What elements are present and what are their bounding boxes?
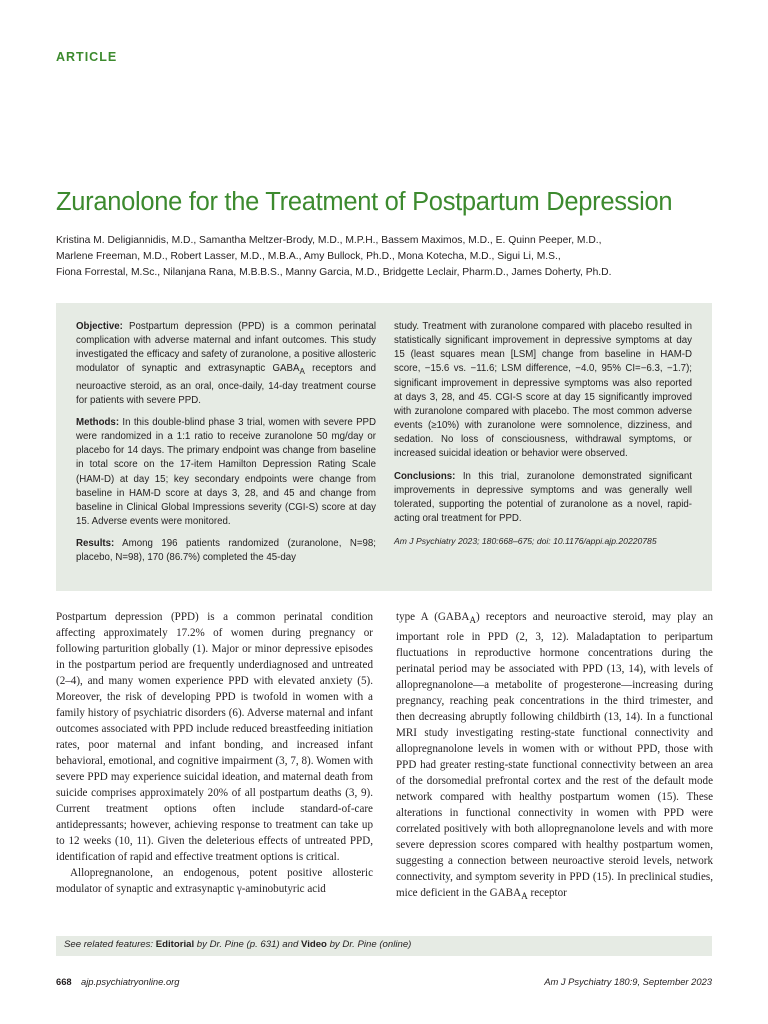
body-paragraph: type A $(GABA_A)$ receptors and neuroactive steroid, may play an important role in PPD (2, 3, 12). Maladaptation to peripartum fluctuations in reproductive hormone concentrations during the perinatal period may be associated with PPD (13, 14), with levels of allopregnanolone—a metabolite of progesterone—increasing during pregnancy, reaching peak concentrations in the third trimester, and then decreasing abruptly following childbirth (13, 14). In a functional MRI study investigating resting-state functional connectivity and allopregnanolone levels in women with or without PPD, those with PPD had greater resting-state functional connectivity between an area of the dorsomedial prefrontal cortex and the rest of the default mode network compared with healthy postpartum women (15). These alterations in functional connectivity in women with PPD were correlated positively with both allopregnanolone levels and with more severe depression scores compared with healthy postpartum women, suggesting a connection between neuroactive steroid levels, network connectivity, and symptom severity in PPD (15). In preclinical studies, mice deficient in the $GABA_A$ receptor [396, 611, 713, 903]
body-paragraph: Allopregnanolone, an endogenous, potent positive allosteric modulator of synaptic and extrasynaptic γ-aminobutyric acid [56, 867, 373, 895]
journal-reference: Am J Psychiatry 180:9, September 2023 [544, 976, 712, 987]
abstract-objective: Objective: Postpartum depression (PPD) is a common perinatal complication with adverse maternal and infant outcomes. This study investigated the efficacy and safety of zuranolone, a positive allosteric modulator of synaptic and extrasynaptic $GABA_A$ receptors and neuroactive steroid, as an oral, once-daily, 14-day treatment course for patients with severe PPD. [76, 321, 377, 406]
results-heading: Results: [76, 538, 115, 550]
section-label: ARTICLE [56, 50, 118, 64]
related-features-text: See related features: Editorial by Dr. Pine (p. 631) and Video by Dr. Pine (online) [64, 939, 412, 950]
abstract-conclusions: Conclusions: In this trial, zuranolone demonstrated significant improvements in depressive symptoms and was generally well tolerated, supporting the potential of zuranolone as a novel, rapid-acting oral treatment for PPD. [394, 470, 692, 525]
body-right-column [396, 609, 713, 905]
page-number: 668 [56, 976, 72, 987]
author-list [56, 233, 728, 280]
abstract-left-column [76, 320, 376, 573]
journal-url[interactable]: ajp.psychiatryonline.org [81, 976, 180, 987]
abstract-results: Results: Among 196 patients randomized (zuranolone, N=98; placebo, N=98), 170 (86.7%) completed the 45-day [76, 538, 376, 564]
body-paragraph: Postpartum depression (PPD) is a common perinatal condition affecting approximately 17.2% of women during pregnancy or following parturition globally (1). Major or minor depressive episodes in the postpartum period are frequently underdiagnosed and untreated (2–4), and many women experience PPD with elevated anxiety (5). Moreover, the risk of developing PPD is twofold in women with a family history of psychiatric disorders (6). Adverse maternal and infant outcomes associated with PPD include reduced breastfeeding initiation rates, poor maternal and infant bonding, and increased infant behavioral, emotional, and cognitive impairment (3, 7, 8). Women with severe PPD may experience suicidal ideation, and maternal death from suicide comprises approximately 20% of all postpartum deaths (3, 9). Current treatment options often include standard-of-care antidepressants; however, achieving response to treatment can take up to 12 weeks (10, 11). Given the deleterious effects of untreated PPD, identification of rapid and effective treatment options is critical. [56, 611, 373, 863]
author-line: Marlene Freeman, M.D., Robert Lasser, M.D., M.B.A., Amy Bullock, Ph.D., Mona Kotecha, M.D., Sigui Li, M.S., [56, 250, 561, 262]
abstract-right-column [394, 320, 692, 556]
abstract-box [56, 303, 712, 591]
abstract-methods: Methods: In this double-blind phase 3 trial, women with severe PPD were randomized in a 1:1 ratio to receive zuranolone 50 mg/day or placebo for 14 days. The primary endpoint was change from baseline in total score on the 17-item Hamilton Depression Rating Scale (HAM-D) at day 15; key secondary endpoints were change from baseline in HAM-D score at days 3, 28, and 45 and change from baseline in Clinical Global Impressions severity (CGI-S) score at day 15. Adverse events were monitored. [76, 416, 376, 527]
abstract-results-continued: study. Treatment with zuranolone compared with placebo resulted in statistically significant improvement in depressive symptoms at day 15 (least squares mean [LSM] change from baseline in HAM-D score, −15.6 vs. −11.6; LSM difference, −4.0, 95% CI=−6.3, −1.7); significant improvement in depressive symptoms was also reported at days 3, 28, and 45. CGI-S score at day 15 significantly improved with zuranolone compared with placebo. The most common adverse events (≥10%) with zuranolone were somnolence, dizziness, and sedation. No loss of consciousness, withdrawal symptoms, or increased suicidal ideation or behavior were observed. [394, 321, 692, 460]
citation: Am J Psychiatry 2023; 180:668–675; doi: 10.1176/appi.ajp.20220785 [394, 536, 657, 547]
objective-heading: Objective: [76, 321, 123, 332]
article-title: Zuranolone for the Treatment of Postpartum Depression [56, 188, 673, 216]
video-link[interactable]: Video [300, 939, 327, 950]
related-features-bar [56, 936, 712, 956]
conclusions-heading: Conclusions: [394, 470, 456, 482]
editorial-link[interactable]: Editorial [155, 939, 195, 950]
body-left-column [56, 609, 373, 897]
author-line: Fiona Forrestal, M.Sc., Nilanjana Rana, M.B.B.S., Manny Garcia, M.D., Bridgette Leclair, Pharm.D., James Doherty, Ph.D. [56, 266, 612, 278]
methods-heading: Methods: [76, 416, 120, 428]
author-line: Kristina M. Deligiannidis, M.D., Samantha Meltzer-Brody, M.D., M.P.H., Bassem Maximos, M.D., E. Quinn Peeper, M.D., [56, 235, 602, 246]
